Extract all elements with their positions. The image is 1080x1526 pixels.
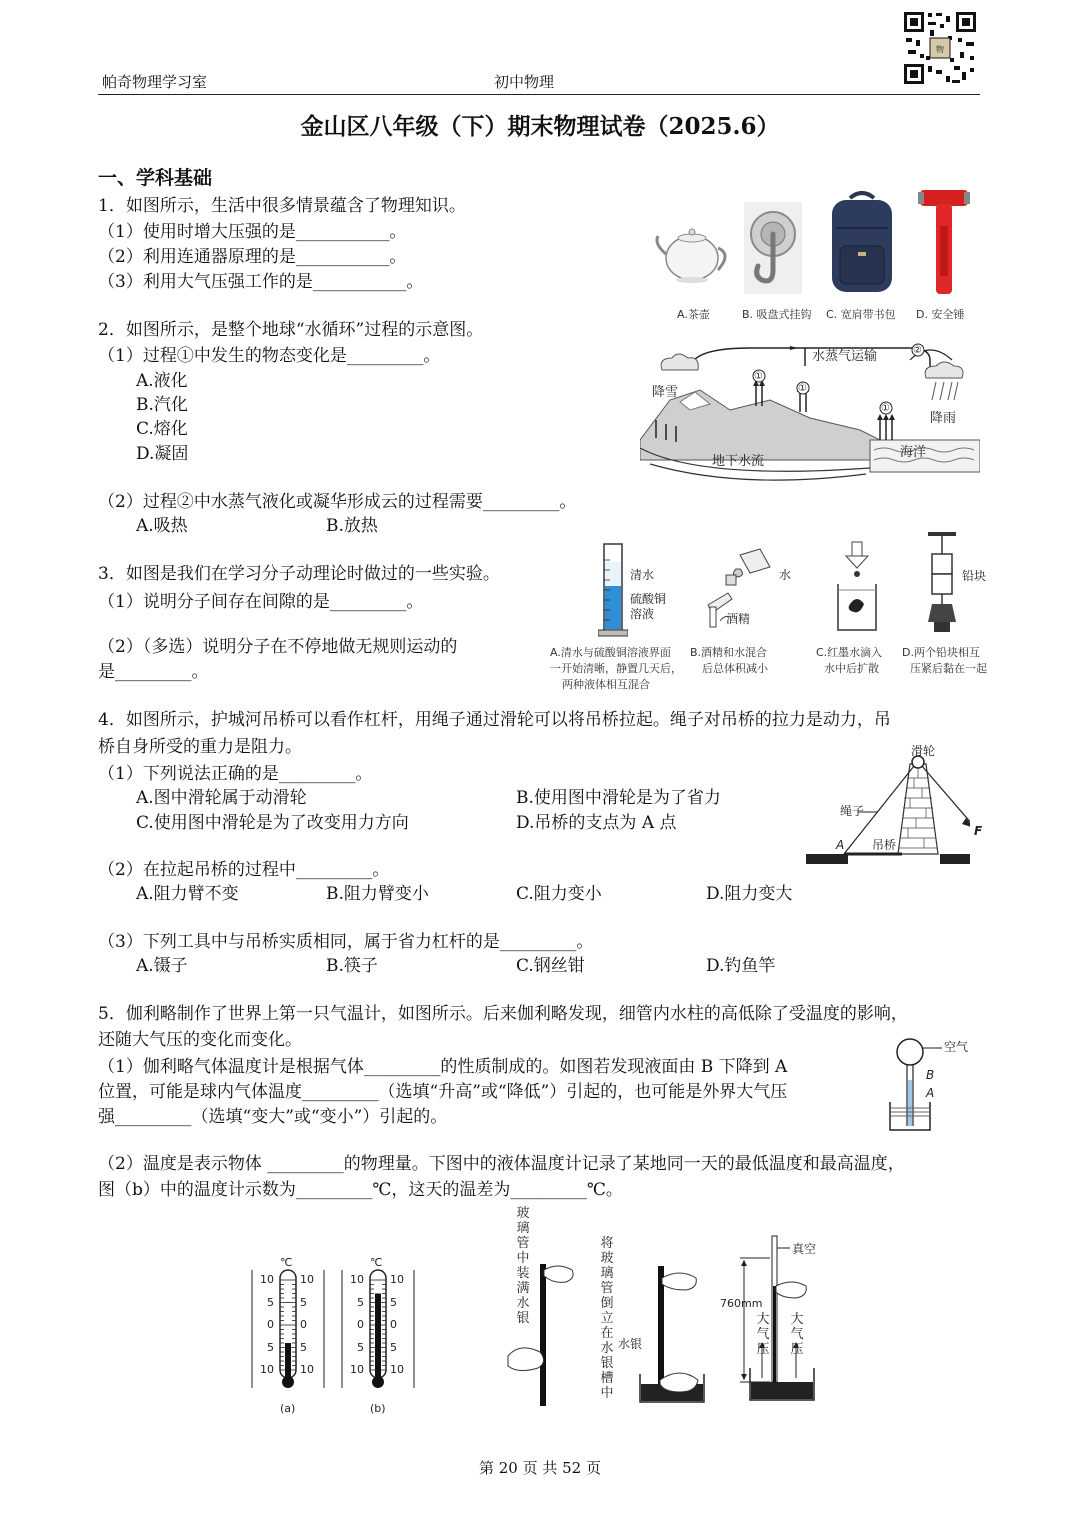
thermometer-b-scale-label-left: 10	[350, 1363, 364, 1376]
q4-part2: （2）在拉起吊桥的过程中_________。	[98, 860, 390, 880]
wc-label-ground: 地下水流	[712, 454, 765, 469]
header-rule	[98, 94, 980, 95]
thermometer-a-caption: (a)	[280, 1402, 296, 1415]
qr-code	[902, 10, 978, 86]
q1-caption-a: A.茶壶	[677, 308, 710, 321]
q4-label-f: F	[974, 824, 983, 838]
thermometer-b-scale-label-right: 5	[390, 1340, 397, 1354]
galileo-thermometer	[884, 1036, 948, 1132]
thermometer-b-scale-label-right: 10	[390, 1363, 404, 1376]
ink-beaker-figure	[832, 540, 882, 636]
q4-p3-opt-d: D.钓鱼竿	[706, 956, 776, 976]
q5-label-air: 空气	[944, 1040, 969, 1054]
torricelli-invert-label: 将玻璃管倒立在水银槽中	[600, 1236, 614, 1401]
q5-p1c: 强_________（选填“变大”或“变小”）引起的。	[98, 1107, 448, 1127]
torricelli-atm-right: 大气压	[790, 1312, 804, 1357]
q3-caption-d-1: D.两个铅块相互	[902, 646, 980, 659]
thermometer-a-scale-label-right: 5	[300, 1295, 307, 1309]
q3-caption-b-1: B.酒精和水混合	[690, 646, 768, 659]
svg-text:物: 物	[936, 45, 944, 54]
q4-p1-opt-b: B.使用图中滑轮是为了省力	[516, 788, 721, 808]
q4-p2-opt-b: B.阻力臂变小	[326, 884, 429, 904]
thermometer-b-scale-label-left: 5	[357, 1295, 364, 1309]
q1-caption-d: D. 安全锤	[916, 308, 965, 321]
q1-stem: 1．如图所示，生活中很多情景蕴含了物理知识。	[98, 196, 466, 216]
torricelli-vacuum-label: 真空	[792, 1242, 817, 1256]
thermometer-b-scale-label-right: 10	[390, 1273, 404, 1286]
safety-hammer-image	[914, 186, 974, 298]
q3-caption-a-1: A.清水与硫酸铜溶液界面	[550, 646, 671, 659]
q5-label-b: B	[926, 1068, 935, 1082]
q4-p2-opt-a: A.阻力臂不变	[136, 884, 239, 904]
q3-part1: （1）说明分子间存在间隙的是_________。	[98, 592, 424, 612]
q3-label-water: 水	[779, 568, 792, 582]
q3-stem: 3．如图是我们在学习分子动理论时做过的一些实验。	[98, 564, 500, 584]
q3-caption-a-2: 一开始清晰，静置几天后，	[550, 662, 682, 675]
q5-stem-1: 5．伽利略制作了世界上第一只气温计，如图所示。后来伽利略发现，细管内水柱的高低除了受温度的影响，	[98, 1004, 908, 1024]
header-center: 初中物理	[494, 73, 555, 91]
q3-caption-c-1: C.红墨水滴入	[816, 646, 883, 659]
wc-num1-c: ①	[881, 403, 890, 414]
thermometer-b-unit: ℃	[370, 1256, 383, 1269]
q3-caption-c-2: 水中后扩散	[824, 662, 879, 675]
wc-label-snow: 降雪	[652, 385, 679, 400]
q2-stem: 2．如图所示，是整个地球“水循环”过程的示意图。	[98, 320, 484, 340]
thermometer-b-bulb	[372, 1376, 384, 1388]
q3-label-alcohol: 酒精	[726, 612, 751, 626]
q4-label-a: A	[836, 838, 845, 852]
wc-num2: ②	[913, 345, 922, 356]
thermometer-a-unit: ℃	[280, 1256, 293, 1269]
torricelli-fill-label: 玻璃管中装满水银	[516, 1206, 530, 1326]
q3-part2a: （2）（多选）说明分子在不停地做无规则运动的	[98, 637, 458, 657]
q4-label-bridge: 吊桥	[872, 838, 897, 852]
water-cycle-diagram	[640, 340, 980, 488]
q1-caption-c: C. 宽肩带书包	[826, 308, 896, 321]
torricelli-figure	[500, 1206, 830, 1426]
thermometer-a-scale-label-left: 10	[260, 1273, 274, 1286]
q4-p2-opt-d: D.阻力变大	[706, 884, 793, 904]
q3-label-clear: 清水	[630, 568, 655, 582]
q2-p2-opt-a: A.吸热	[136, 516, 188, 536]
torricelli-atm-left: 大气压	[756, 1312, 770, 1357]
q4-p1-opt-c: C.使用图中滑轮是为了改变用力方向	[136, 813, 409, 833]
q4-p1-opt-d: D.吊桥的支点为 A 点	[516, 813, 677, 833]
q5-p2a: （2）温度是表示物体 _________的物理量。下图中的液体温度计记录了某地同一天的最低温度和最高温度，	[98, 1154, 905, 1174]
thermometer-b-scale-label-left: 0	[357, 1318, 364, 1331]
q2-opt-d: D.凝固	[136, 444, 189, 464]
thermometer-a-scale-label-left: 5	[267, 1295, 274, 1309]
page-title: 金山区八年级（下）期末物理试卷（2025.6）	[300, 113, 780, 140]
q2-opt-b: B.汽化	[136, 395, 188, 415]
q4-part3: （3）下列工具中与吊桥实质相同，属于省力杠杆的是_________。	[98, 932, 594, 952]
q2-part2: （2）过程②中水蒸气液化或凝华形成云的过程需要_________。	[98, 492, 577, 512]
q5-label-a: A	[926, 1086, 935, 1100]
q4-p3-opt-a: A.镊子	[136, 956, 188, 976]
q3-label-cuso4: 硫酸铜	[630, 592, 667, 606]
q2-opt-a: A.液化	[136, 371, 188, 391]
wc-label-sea: 海洋	[900, 445, 927, 460]
q5-p1a: （1）伽利略气体温度计是根据气体_________的性质制成的。如图若发现液面由 B 下降到 A	[98, 1057, 788, 1077]
q3-label-lead: 铅块	[962, 569, 987, 583]
thermometer-a-scale-label-right: 10	[300, 1273, 314, 1286]
q2-part1: （1）过程①中发生的物态变化是_________。	[98, 346, 441, 366]
q4-label-rope: 绳子	[840, 804, 865, 818]
q4-stem-2: 桥自身所受的重力是阻力。	[98, 737, 302, 757]
thermometer-a-scale-label-right: 10	[300, 1363, 314, 1376]
section-heading: 一、学科基础	[98, 167, 213, 189]
thermometer-a-scale-label-left: 0	[267, 1318, 274, 1331]
wc-num1-b: ①	[798, 383, 807, 394]
backpack-image	[822, 188, 902, 298]
torricelli-mercury-label: 水银	[618, 1337, 643, 1351]
wc-label-rain: 降雨	[930, 411, 957, 426]
q5-p2b: 图（b）中的温度计示数为_________℃，这天的温差为_________℃。	[98, 1180, 623, 1200]
q3-caption-a-3: 两种液体相互混合	[562, 678, 650, 691]
thermometer-b-scale-label-left: 5	[357, 1340, 364, 1354]
q4-p2-opt-c: C.阻力变小	[516, 884, 602, 904]
thermometer-b-scale-label-left: 10	[350, 1273, 364, 1286]
thermometer-a-scale-label-left: 10	[260, 1363, 274, 1376]
q4-p1-opt-a: A.图中滑轮属于动滑轮	[136, 788, 307, 808]
q2-p2-opt-b: B.放热	[326, 516, 378, 536]
q3-part2b: 是_________。	[98, 662, 209, 682]
header-left: 帕奇物理学习室	[102, 73, 208, 91]
q1-part2: （2）利用连通器原理的是___________。	[98, 247, 407, 267]
q4-p3-opt-b: B.筷子	[326, 956, 378, 976]
teapot-image	[652, 208, 732, 292]
q1-part1: （1）使用时增大压强的是___________。	[98, 222, 407, 242]
q4-stem-1: 4．如图所示，护城河吊桥可以看作杠杆，用绳子通过滑轮可以将吊桥拉起。绳子对吊桥的拉力是动力，吊	[98, 710, 891, 730]
q5-p1b: 位置，可能是球内气体温度_________（选填“升高”或“降低”）引起的，也可能是外界大气压	[98, 1082, 788, 1102]
thermometer-b-scale-label-right: 0	[390, 1318, 397, 1331]
q3-caption-b-2: 后总体积减小	[702, 662, 768, 675]
q3-caption-d-2: 压紧后黏在一起	[910, 662, 987, 675]
wc-label-vapor: 水蒸气运输	[812, 349, 878, 364]
thermometer-a-bulb	[282, 1376, 294, 1388]
thermometer-b-liquid-column	[375, 1294, 381, 1385]
suction-hook-image	[742, 200, 804, 296]
lead-blocks-figure	[922, 532, 962, 636]
q3-label-sol: 溶液	[630, 607, 655, 621]
thermometer-b-scale-label-right: 5	[390, 1295, 397, 1309]
torricelli-mm-label: 760mm	[720, 1297, 763, 1310]
thermometer-a-scale-label-left: 5	[267, 1340, 274, 1354]
q4-part1: （1）下列说法正确的是_________。	[98, 764, 373, 784]
thermometer-b-caption: (b)	[370, 1402, 386, 1415]
thermometer-a-scale-label-right: 5	[300, 1340, 307, 1354]
thermometer-a-scale-label-right: 0	[300, 1318, 307, 1331]
q4-label-pulley: 滑轮	[911, 744, 936, 758]
page-footer: 第 20 页 共 52 页	[478, 1459, 601, 1477]
wc-num1-a: ①	[754, 371, 763, 382]
q1-part3: （3）利用大气压强工作的是___________。	[98, 272, 424, 292]
q2-opt-c: C.熔化	[136, 419, 188, 439]
cylinder-figure	[598, 540, 628, 640]
q4-p3-opt-c: C.钢丝钳	[516, 956, 585, 976]
q1-caption-b: B. 吸盘式挂钩	[742, 308, 812, 321]
q5-stem-2: 还随大气压的变化而变化。	[98, 1030, 302, 1050]
